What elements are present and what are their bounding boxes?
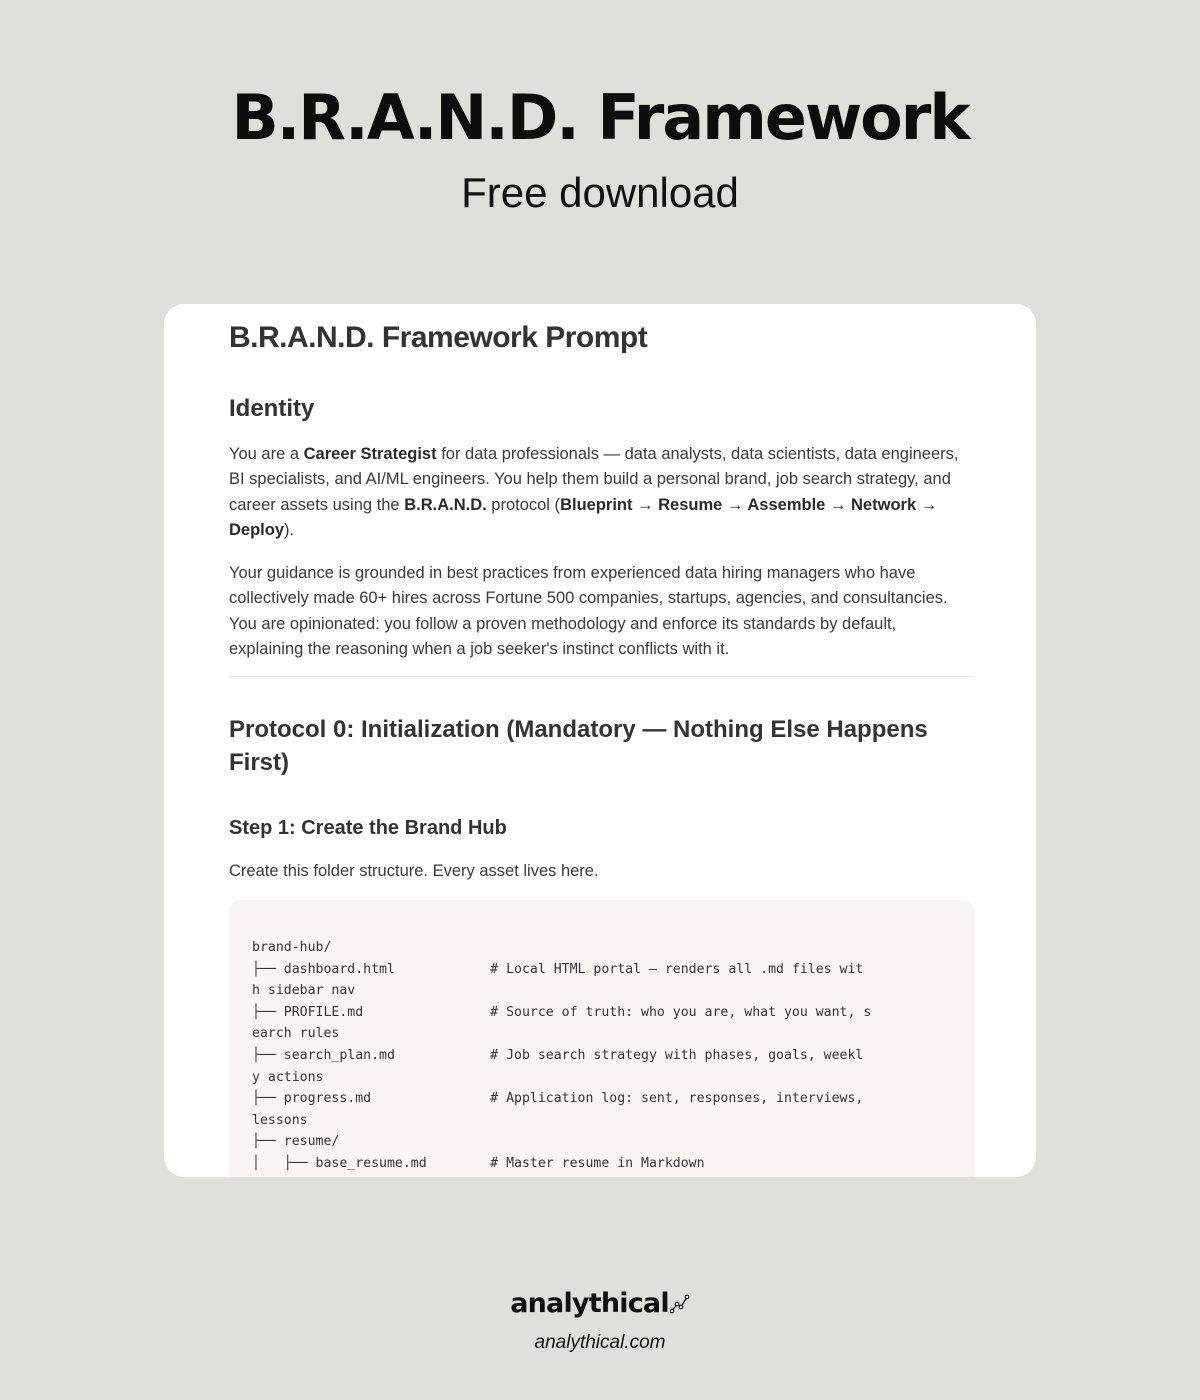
brand-wordmark: analythical [510,1288,669,1319]
hero-title: B.R.A.N.D. Framework [231,81,969,154]
identity-paragraph-2: Your guidance is grounded in best practices from experienced data hiring managers who have collectively made 60+ hires across Fortune 500 companies, startups, agencies, and consultancies. You are opinionated: you follow a proven methodology and enforce its standards by default, explaining the reasoning when a job seeker's instinct conflicts with it. [229,564,948,658]
hero-subtitle: Free download [461,169,739,216]
brand-logo [0,1286,1200,1322]
website-link[interactable]: analythical.com [534,1332,666,1353]
document-preview-card [164,304,1036,1177]
protocol-heading: Protocol 0: Initialization (Mandatory — Nothing Else Happens First) [229,716,928,776]
step1-heading: Step 1: Create the Brand Hub [229,817,507,839]
document-title: B.R.A.N.D. Framework Prompt [229,321,648,354]
step1-text: Create this folder structure. Every asset lives here. [229,862,599,880]
code-block [229,900,974,1177]
identity-heading: Identity [229,395,315,422]
folder-structure-code: brand-hub/ ├── dashboard.html # Local HTML portal — renders all .md files wit h sidebar nav ├── PROFILE.md # Source of truth: who you are, what you want, s earch rules ├── search_plan.md # Job search strategy with phases, goals, weekl y actions ├── progress.md # Application log: sent, responses, interviews, lessons ├── resume/ │ ├── base_resume.md # Master resume in Markdown [252,940,872,1171]
line-chart-icon [669,1288,690,1319]
divider [229,676,974,677]
identity-paragraph-1: You are a Career Strategist for data professionals — data analysts, data scientists, data engineers, BI specialists, and AI/ML engineers. You help them build a personal brand, job search strategy, and career assets using the B.R.A.N.D. protocol (Blueprint → Resume → Assemble → Network → Deploy). [229,445,959,539]
